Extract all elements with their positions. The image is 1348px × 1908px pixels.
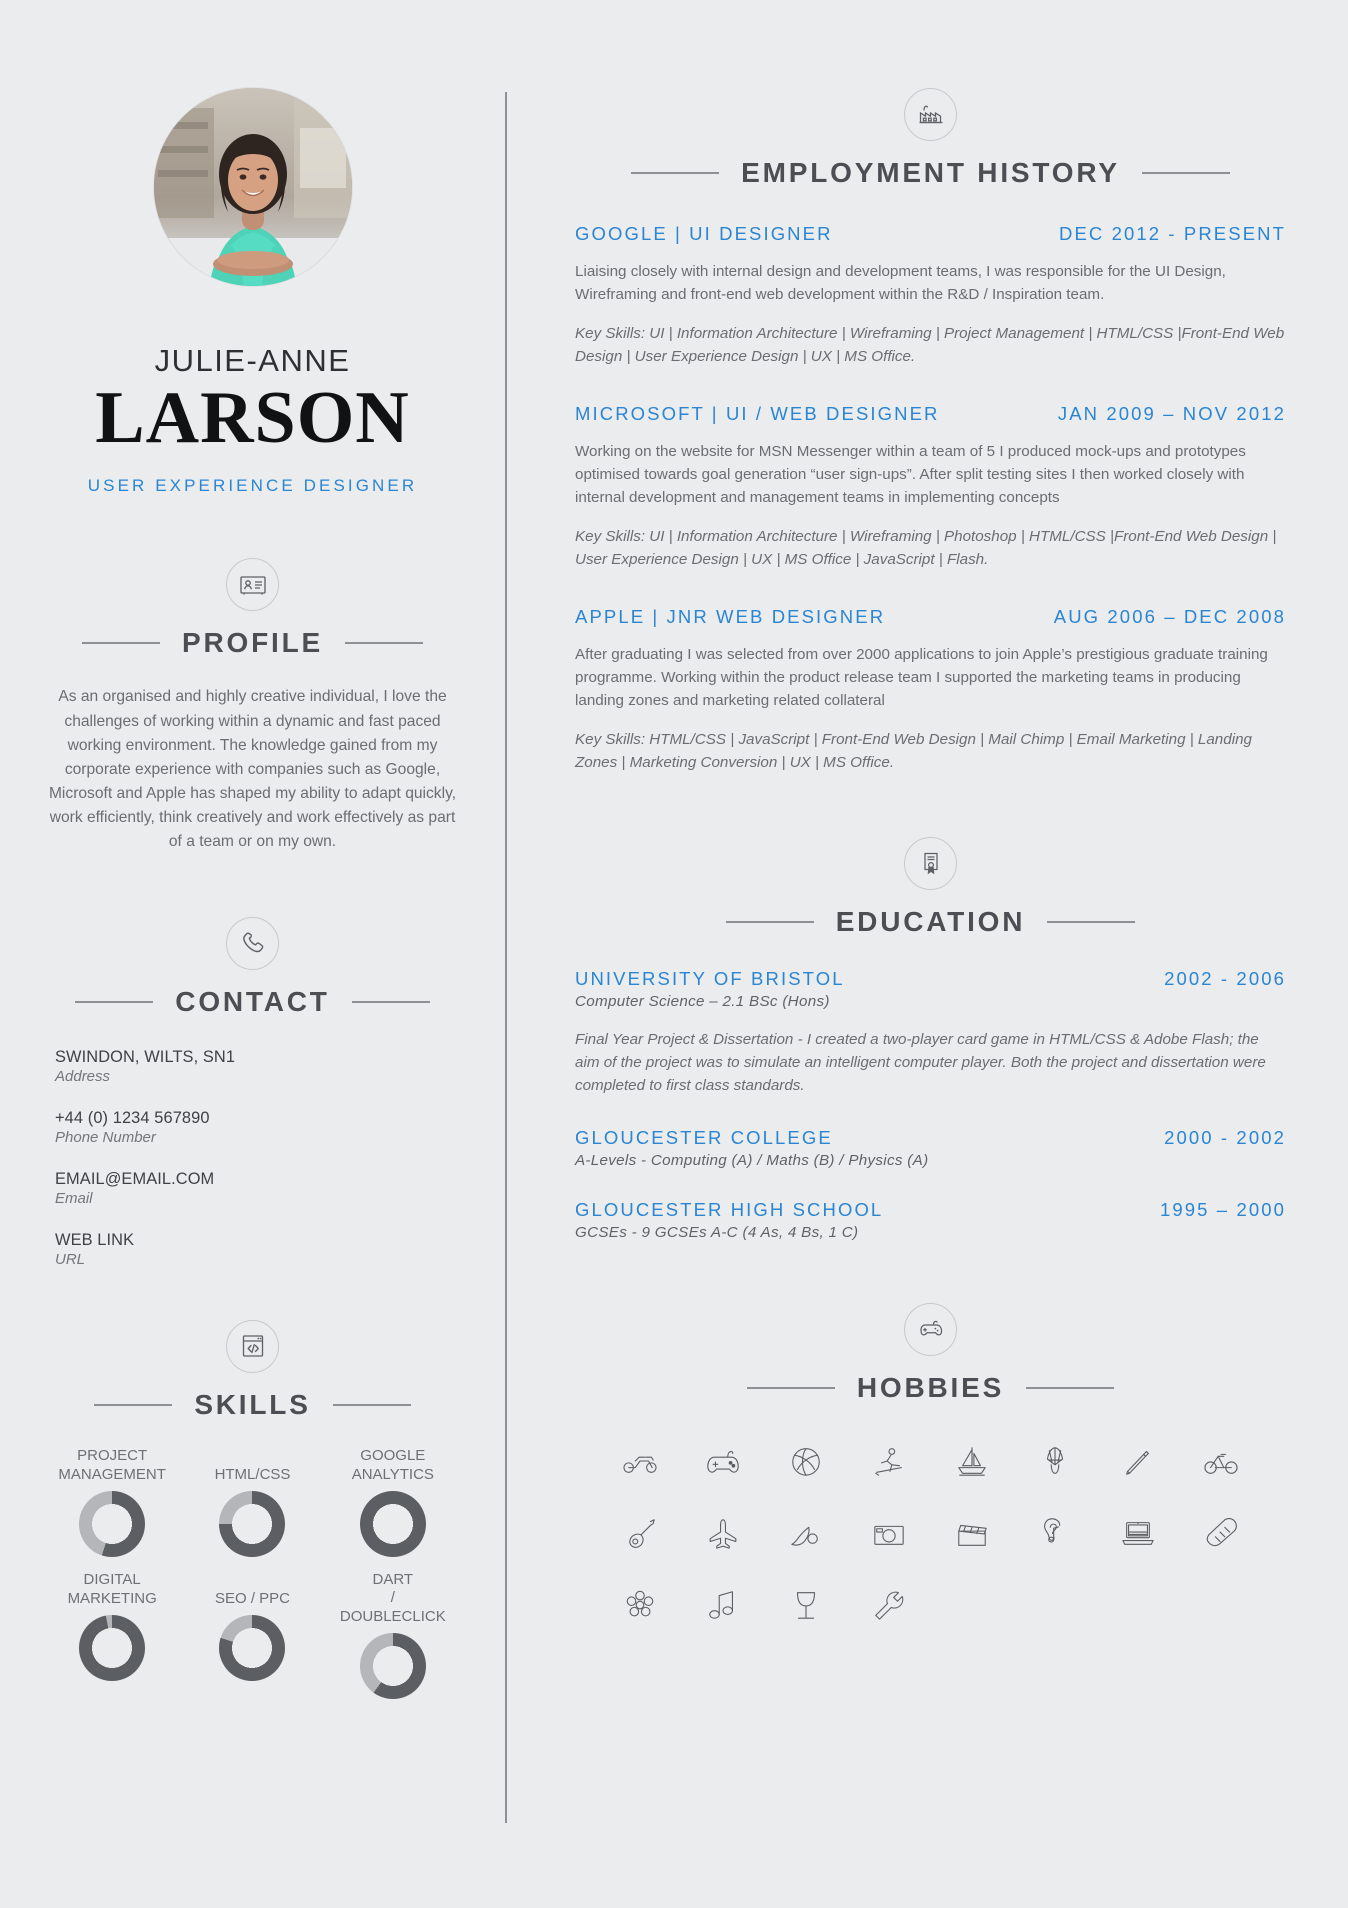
right-column [505, 0, 1348, 1908]
entry-head [575, 223, 1286, 245]
first-name: JULIE-ANNE [154, 343, 351, 378]
edu-dates: 2000 - 2002 [1164, 1126, 1286, 1148]
skill-label: DIGITAL MARKETING [67, 1571, 157, 1607]
entry-dates: JAN 2009 – NOV 2012 [1057, 402, 1286, 424]
entry-key-skills: Key Skills: UI | Information Architecture | Wireframing | Project Management | HTML/CSS |Front-End Web Design | User Experience Design | UX | MS Office. [575, 325, 1285, 365]
badminton-shuttlecock-icon [1032, 1440, 1078, 1482]
entry-org: APPLE | JNR WEB DESIGNER [575, 605, 886, 627]
education-title: EDUCATION [835, 905, 1026, 937]
baguette-icon [1198, 1512, 1244, 1554]
contact-value[interactable]: WEB LINK [55, 1230, 135, 1249]
employment-title: EMPLOYMENT HISTORY [741, 157, 1120, 188]
hobbies-section [575, 1303, 1286, 1626]
gamepad-icon [904, 1303, 957, 1356]
skill-label: GOOGLE ANALYTICS [351, 1447, 434, 1483]
hobbies-grid [575, 1440, 1286, 1626]
entry-body: After graduating I was selected from over 2000 applications to join Apple’s prestigious graduate training programme. Working within the product release team I supported the marketing teams in producing landing zones and marketing related collateral [575, 645, 1268, 709]
music-note-icon [700, 1584, 746, 1626]
skills-title: SKILLS [194, 1388, 311, 1420]
certificate-icon [904, 837, 957, 890]
column-divider [505, 92, 507, 1823]
entry-head [575, 606, 1286, 628]
skill-item [323, 1571, 463, 1699]
entry-head [575, 403, 1286, 425]
contact-value[interactable]: EMAIL@EMAIL.COM [55, 1169, 215, 1188]
wine-glass-icon [783, 1584, 829, 1626]
education-section [575, 837, 1286, 1241]
profile-text: As an organised and highly creative individual, I love the challenges of working within a dynamic and fast paced working environment. The knowledge gained from my corporate experience with companies such as Google, Microsoft and Apple has shaped my ability to adapt quickly, work efficiently, think creatively and work effectively as part of a team or on my own. [48, 688, 457, 851]
skill-item [42, 1571, 182, 1699]
skill-label: HTML/CSS [214, 1465, 291, 1483]
skill-donut [79, 1615, 145, 1681]
rule-left [82, 642, 160, 644]
entry-dates: AUG 2006 – DEC 2008 [1053, 605, 1286, 627]
camera-icon [866, 1512, 912, 1554]
pen-icon [1115, 1440, 1161, 1482]
edu-dates: 2002 - 2006 [1164, 967, 1286, 989]
rule-right [1047, 921, 1135, 923]
skill-label: DART / DOUBLECLICK [339, 1570, 446, 1626]
entry-body: Working on the website for MSN Messenger within a team of 5 I produced mock-ups and prototypes optimised towards goal generation “user sign-ups”. After split testing sites I then worked closely with internal development and management teams in implementing concepts [575, 442, 1246, 506]
contact-value: +44 (0) 1234 567890 [55, 1108, 210, 1127]
ear-music-icon [1032, 1512, 1078, 1554]
contact-label: Email [55, 1189, 93, 1207]
skill-donut [360, 1633, 426, 1699]
guitar-icon [617, 1512, 663, 1554]
contact-item-url[interactable] [55, 1231, 463, 1268]
rule-left [726, 921, 814, 923]
edu-sub: A-Levels - Computing (A) / Maths (B) / Physics (A) [575, 1151, 929, 1169]
skill-item [42, 1447, 182, 1557]
surfing-icon [783, 1512, 829, 1554]
contact-list [42, 1048, 463, 1268]
rule-left [94, 1404, 172, 1406]
employment-entry [575, 223, 1286, 369]
contact-heading [42, 986, 463, 1018]
rule-left [631, 172, 719, 174]
job-title: USER EXPERIENCE DESIGNER [87, 476, 418, 496]
gamepad-icon [700, 1440, 746, 1482]
edu-sub: Computer Science – 2.1 BSc (Hons) [575, 992, 830, 1010]
employment-entry [575, 606, 1286, 775]
education-entry [575, 1199, 1286, 1241]
entry-dates: DEC 2012 - PRESENT [1059, 223, 1286, 244]
edu-org: GLOUCESTER COLLEGE [575, 1126, 833, 1148]
contact-title: CONTACT [175, 985, 330, 1017]
skills-grid [42, 1447, 463, 1699]
contact-section [42, 917, 463, 1268]
factory-icon [904, 88, 957, 141]
entry-body: Liaising closely with internal design and development teams, I was responsible for the UI Design, Wireframing and front-end web development within the R&D / Inspiration team. [575, 263, 1226, 304]
rule-right [1026, 1387, 1114, 1389]
wrench-icon [866, 1584, 912, 1626]
rule-left [75, 1001, 153, 1003]
edu-org: UNIVERSITY OF BRISTOL [575, 967, 845, 989]
entry-org: GOOGLE | UI DESIGNER [575, 223, 833, 244]
skill-label: PROJECT MANAGEMENT [58, 1447, 166, 1483]
employment-entry [575, 403, 1286, 572]
contact-item-address [55, 1048, 463, 1085]
skill-donut [219, 1615, 285, 1681]
entry-key-skills: Key Skills: UI | Information Architecture | Wireframing | Photoshop | HTML/CSS |Front-End Web Design | User Experience Design | UX | MS Office | JavaScript | Flash. [575, 528, 1277, 568]
contact-value: SWINDON, WILTS, SN1 [55, 1047, 236, 1066]
last-name: LARSON [95, 377, 410, 459]
skiing-icon [866, 1440, 912, 1482]
rule-right [1142, 172, 1230, 174]
edu-head [575, 1199, 1286, 1221]
airplane-icon [700, 1512, 746, 1554]
contact-label: Address [55, 1067, 111, 1085]
contact-label: URL [55, 1250, 86, 1268]
skill-label: SEO / PPC [214, 1589, 290, 1607]
skill-item [182, 1571, 322, 1699]
skill-donut [219, 1491, 285, 1557]
edu-org: GLOUCESTER HIGH SCHOOL [575, 1198, 884, 1220]
clapperboard-icon [949, 1512, 995, 1554]
portrait-photo-icon [154, 88, 352, 286]
entry-org: MICROSOFT | UI / WEB DESIGNER [575, 402, 940, 424]
id-card-icon [226, 558, 279, 611]
bicycle-icon [1198, 1440, 1244, 1482]
phone-icon [226, 917, 279, 970]
employment-heading [575, 157, 1286, 189]
edu-head [575, 968, 1286, 990]
left-column [0, 0, 505, 1908]
profile-title: PROFILE [182, 627, 323, 659]
motorcycle-icon [617, 1440, 663, 1482]
education-entry [575, 1127, 1286, 1169]
skills-section [42, 1320, 463, 1699]
edu-note: Final Year Project & Dissertation - I created a two-player card game in HTML/CSS & Adobe Flash; the aim of the project was to simulate an intelligent computer player. Both the project and dissertation were completed to first class standards. [575, 1030, 1266, 1094]
edu-head [575, 1127, 1286, 1149]
rule-right [352, 1001, 430, 1003]
avatar [154, 88, 352, 286]
edu-dates: 1995 – 2000 [1160, 1198, 1286, 1220]
skill-item [323, 1447, 463, 1557]
volleyball-icon [783, 1440, 829, 1482]
contact-item-email[interactable] [55, 1170, 463, 1207]
hobbies-title: HOBBIES [856, 1371, 1005, 1403]
employment-section [575, 88, 1286, 775]
entry-key-skills: Key Skills: HTML/CSS | JavaScript | Front-End Web Design | Mail Chimp | Email Marketing | Landing Zones | Marketing Conversion | UX | MS Office. [575, 730, 1252, 771]
skills-heading [42, 1389, 463, 1421]
profile-heading [42, 627, 463, 659]
code-window-icon [226, 1320, 279, 1373]
hobbies-heading [575, 1372, 1286, 1404]
profile-section [42, 558, 463, 854]
contact-label: Phone Number [55, 1128, 156, 1146]
rule-right [345, 642, 423, 644]
skill-item [182, 1447, 322, 1557]
rule-left [747, 1387, 835, 1389]
education-heading [575, 906, 1286, 938]
skill-donut [360, 1491, 426, 1557]
flower-icon [617, 1584, 663, 1626]
laptop-icon [1115, 1512, 1161, 1554]
rule-right [333, 1404, 411, 1406]
contact-item-phone [55, 1109, 463, 1146]
education-entry [575, 968, 1286, 1097]
sailboat-icon [949, 1440, 995, 1482]
skill-donut [79, 1491, 145, 1557]
edu-sub: GCSEs - 9 GCSEs A-C (4 As, 4 Bs, 1 C) [575, 1223, 859, 1241]
